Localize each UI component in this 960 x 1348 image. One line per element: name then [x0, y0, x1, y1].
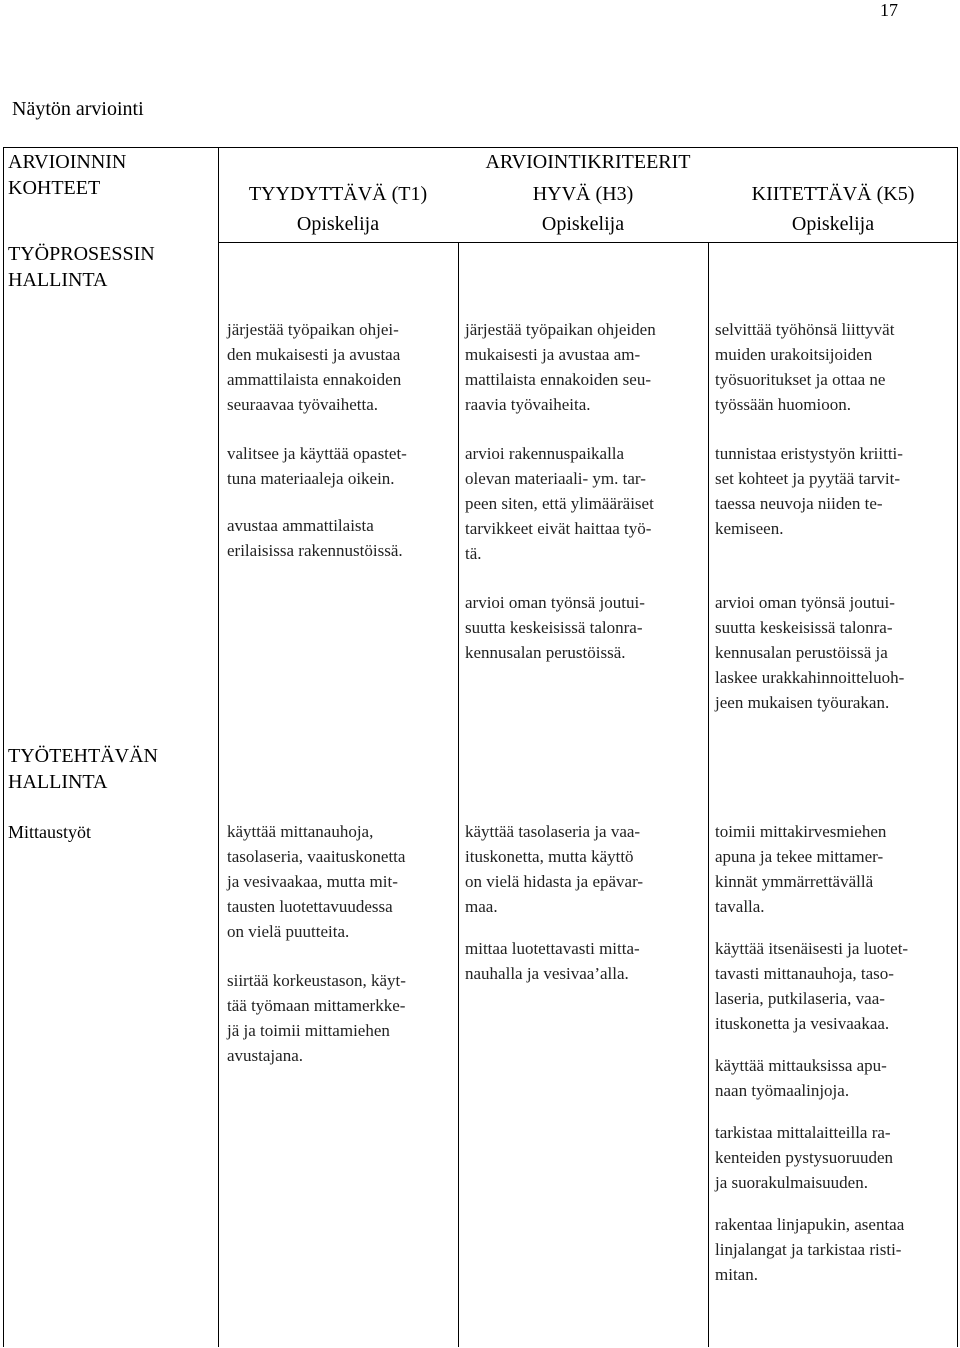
criterion-text: avustaa ammattilaista erilaisissa rakennustöissä.: [227, 516, 403, 560]
level-t1: TYYDYTTÄVÄ (T1): [248, 183, 428, 205]
page-heading: Näytön arviointi: [12, 98, 144, 120]
criterion-text: arvioi rakennuspaikalla olevan materiaali- ym. tar- peen siten, että ylimääräiset tarvikkeet eivät haittaa työ- tä.: [465, 444, 654, 563]
col-divider-1: [218, 147, 219, 1347]
process-h3-cell: [465, 317, 707, 689]
level-h3: HYVÄ (H3): [532, 183, 634, 205]
criteria-header: ARVIOINTIKRITEERIT: [485, 151, 691, 173]
table-top-border: [3, 147, 958, 148]
measuring-h3-cell: [465, 819, 707, 1010]
criterion-text: mittaa luotettavasti mitta- nauhalla ja vesivaa’alla.: [465, 939, 640, 983]
col-divider-3: [708, 242, 709, 1347]
table-left-border: [3, 147, 4, 1347]
section-title-line: TYÖTEHTÄVÄN: [8, 745, 158, 767]
criterion-text: tunnistaa eristystyön kriitti- set kohteet ja pyytää tarvit- taessa neuvoja niiden te- kemiseen.: [715, 444, 903, 538]
col-divider-2: [458, 242, 459, 1347]
col-header-line: ARVIOINNIN: [8, 151, 127, 173]
measuring-k5-cell: [715, 819, 957, 1311]
subject-k5: Opiskelija: [791, 213, 875, 235]
criterion-text: järjestää työpaikan ohjeiden mukaisesti ja avustaa am- mattilaista ennakoiden seu- raavia työvaiheita.: [465, 320, 656, 414]
subject-h3: Opiskelija: [541, 213, 625, 235]
criterion-text: järjestää työpaikan ohjei- den mukaisesti ja avustaa ammattilaista ennakoiden seuraavaa työvaihetta.: [227, 320, 402, 414]
assessment-table: [3, 147, 958, 1347]
criterion-text: rakentaa linjapukin, asentaa linjalangat ja tarkistaa risti- mitan.: [715, 1215, 905, 1284]
criterion-text: käyttää mittanauhoja, tasolaseria, vaaituskonetta ja vesivaakaa, mutta mit- tausten luotettavuudessa on vielä puutteita.: [227, 822, 406, 941]
section-title-task: [8, 743, 213, 795]
page-number: 17: [880, 0, 898, 20]
level-k5: KIITETTÄVÄ (K5): [751, 183, 915, 205]
criterion-text: arvioi oman työnsä joutui- suutta keskeisissä talonra- kennusalan perustöissä ja laskee urakkahinnoitteluoh- jeen mukaisen työurakan.: [715, 593, 905, 712]
section-title-line: TYÖPROSESSIN: [8, 243, 155, 265]
criterion-text: siirtää korkeustason, käyt- tää työmaan mittamerkke- jä ja toimii mittamiehen avustajana.: [227, 971, 406, 1065]
section-title-line: HALLINTA: [8, 269, 108, 291]
section-title-line: HALLINTA: [8, 771, 108, 793]
process-k5-cell: [715, 317, 957, 739]
criterion-text: toimii mittakirvesmiehen apuna ja tekee mittamer- kinnät ymmärrettävällä tavalla.: [715, 822, 887, 916]
criterion-text: käyttää tasolaseria ja vaa- ituskonetta, mutta käyttö on vielä hidasta ja epävar- maa.: [465, 822, 644, 916]
row-label-measuring: Mittaustyöt: [8, 822, 92, 842]
subject-t1: Opiskelija: [296, 213, 380, 235]
criterion-text: selvittää työhönsä liittyvät muiden urakoitsijoiden työsuoritukset ja ottaa ne työssään huomioon.: [715, 320, 895, 414]
process-t1-cell: [227, 317, 457, 587]
criterion-text: käyttää mittauksissa apu- naan työmaalinjoja.: [715, 1056, 887, 1100]
section-title-process: [8, 241, 213, 293]
criterion-text: käyttää itsenäisesti ja luotet- tavasti mittanauhoja, taso- laseria, putkilaseria, vaa- ituskonetta ja vesivaakaa.: [715, 939, 909, 1033]
table-right-border: [957, 147, 958, 1347]
criterion-text: valitsee ja käyttää opastet- tuna materiaaleja oikein.: [227, 444, 407, 488]
criterion-text: arvioi oman työnsä joutui- suutta keskeisissä talonra- kennusalan perustöissä.: [465, 593, 645, 662]
header-divider: [218, 242, 958, 243]
col-header-line: KOHTEET: [8, 177, 101, 199]
criterion-text: tarkistaa mittalaitteilla ra- kenteiden pystysuoruuden ja suorakulmaisuuden.: [715, 1123, 893, 1192]
col-header-targets: [8, 149, 213, 201]
measuring-t1-cell: [227, 819, 457, 1092]
